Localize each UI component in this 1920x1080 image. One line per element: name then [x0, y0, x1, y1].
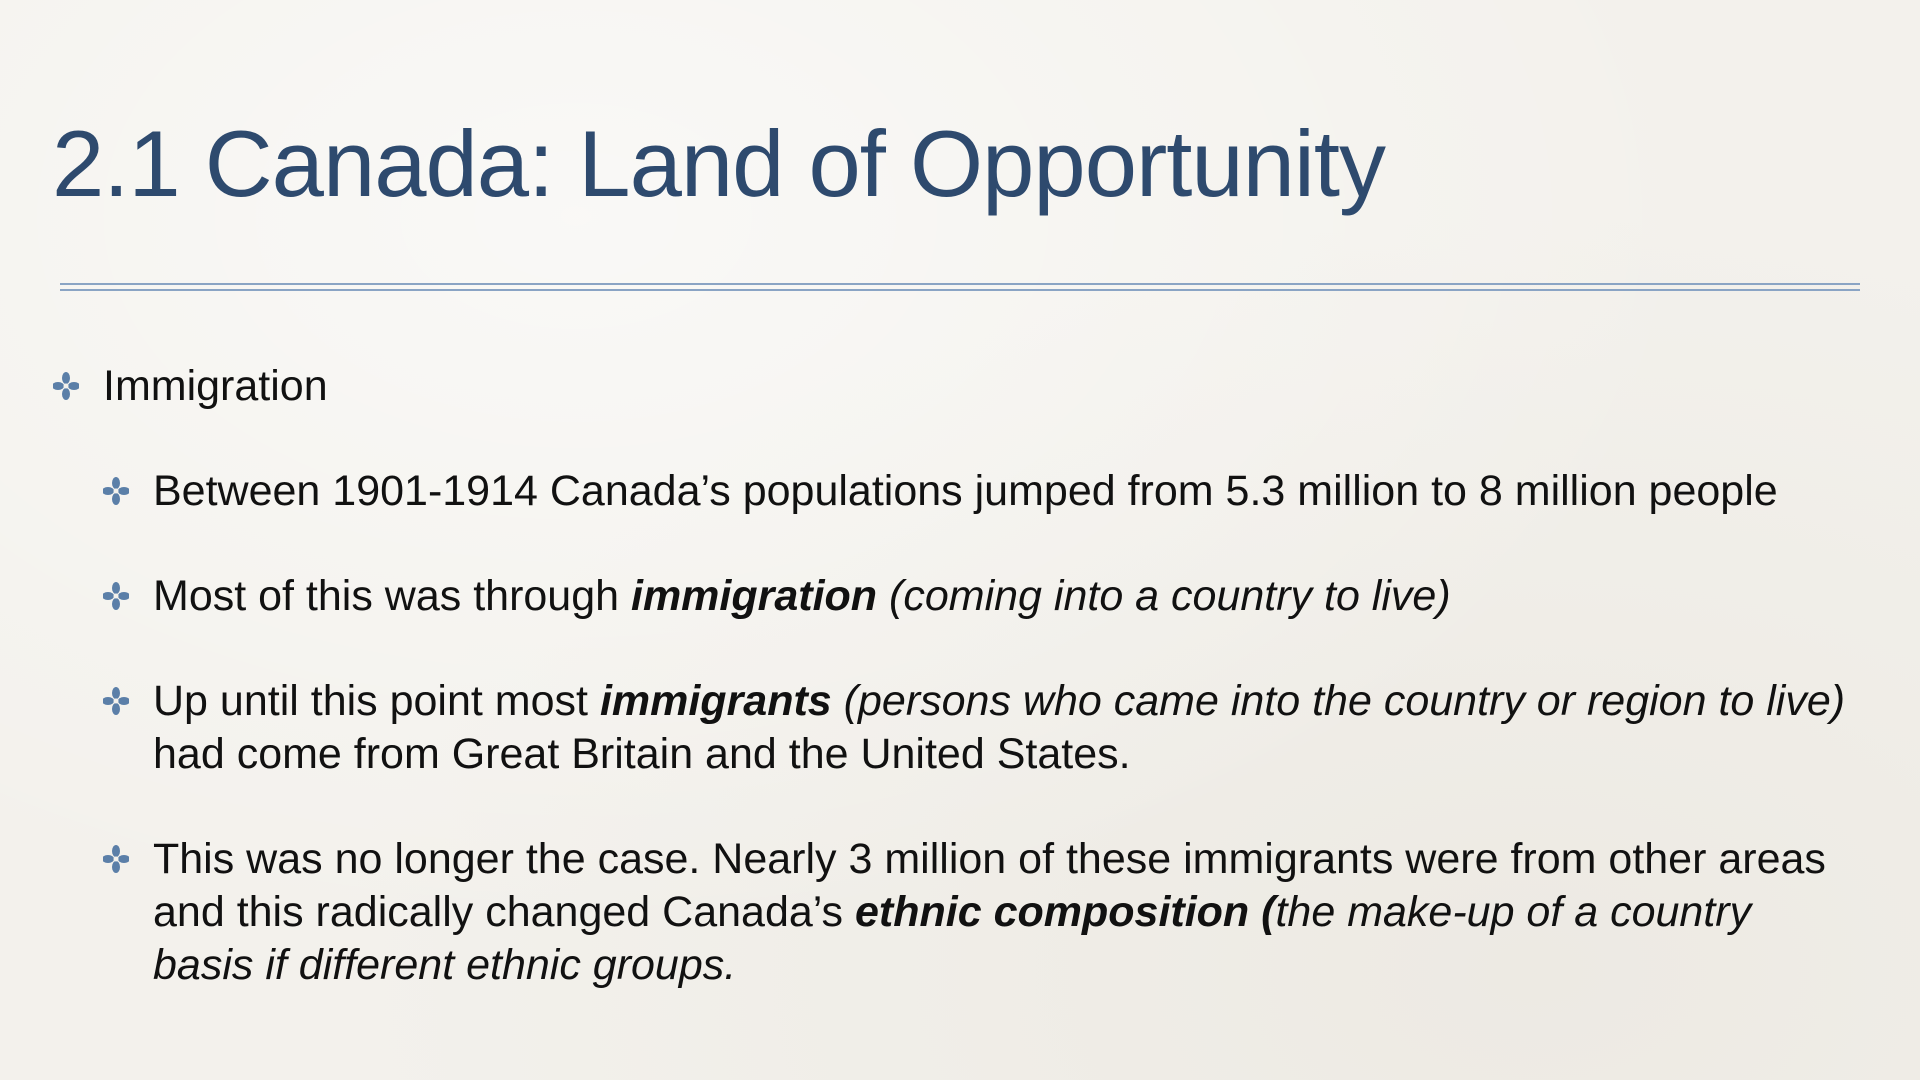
slide-title: 2.1 Canada: Land of Opportunity	[52, 111, 1385, 216]
key-term: immigrants	[599, 677, 832, 725]
sub-bullet-immigration-definition	[153, 570, 1853, 623]
sub-bullet-population	[153, 465, 1853, 518]
ornament-cross-icon	[103, 837, 129, 881]
term-definition: (coming into a country to live)	[877, 572, 1451, 620]
divider-line-bottom	[60, 289, 1860, 291]
divider-line-top	[60, 283, 1860, 285]
ornament-cross-icon	[103, 574, 129, 618]
key-term: ethnic composition (	[855, 888, 1276, 936]
bullet-text: Most of this was through	[153, 572, 631, 620]
term-definition: (persons who came into the country or region to live)	[831, 677, 1846, 725]
bullet-text: Between 1901-1914 Canada’s populations jumped from 5.3 million to 8 million people	[153, 467, 1778, 515]
term-definition: the make-up of a country basis if different ethnic groups.	[153, 888, 1752, 989]
ornament-cross-icon	[53, 364, 79, 408]
bullet-text: This was no longer the case. Nearly 3 million of these immigrants were from other areas and this radically changed Canada’s	[153, 835, 1826, 936]
slide-body	[0, 360, 1920, 1044]
ornament-cross-icon	[103, 679, 129, 723]
bullet-text: Immigration	[103, 362, 328, 410]
key-term: immigration	[631, 572, 878, 620]
sub-bullet-immigrants-origin	[153, 675, 1853, 781]
bullet-text: had come from Great Britain and the United States.	[153, 730, 1131, 778]
ornament-cross-icon	[103, 469, 129, 513]
sub-bullet-ethnic-composition	[153, 833, 1853, 992]
bullet-text: Up until this point most	[153, 677, 600, 725]
bullet-immigration	[103, 360, 1843, 413]
